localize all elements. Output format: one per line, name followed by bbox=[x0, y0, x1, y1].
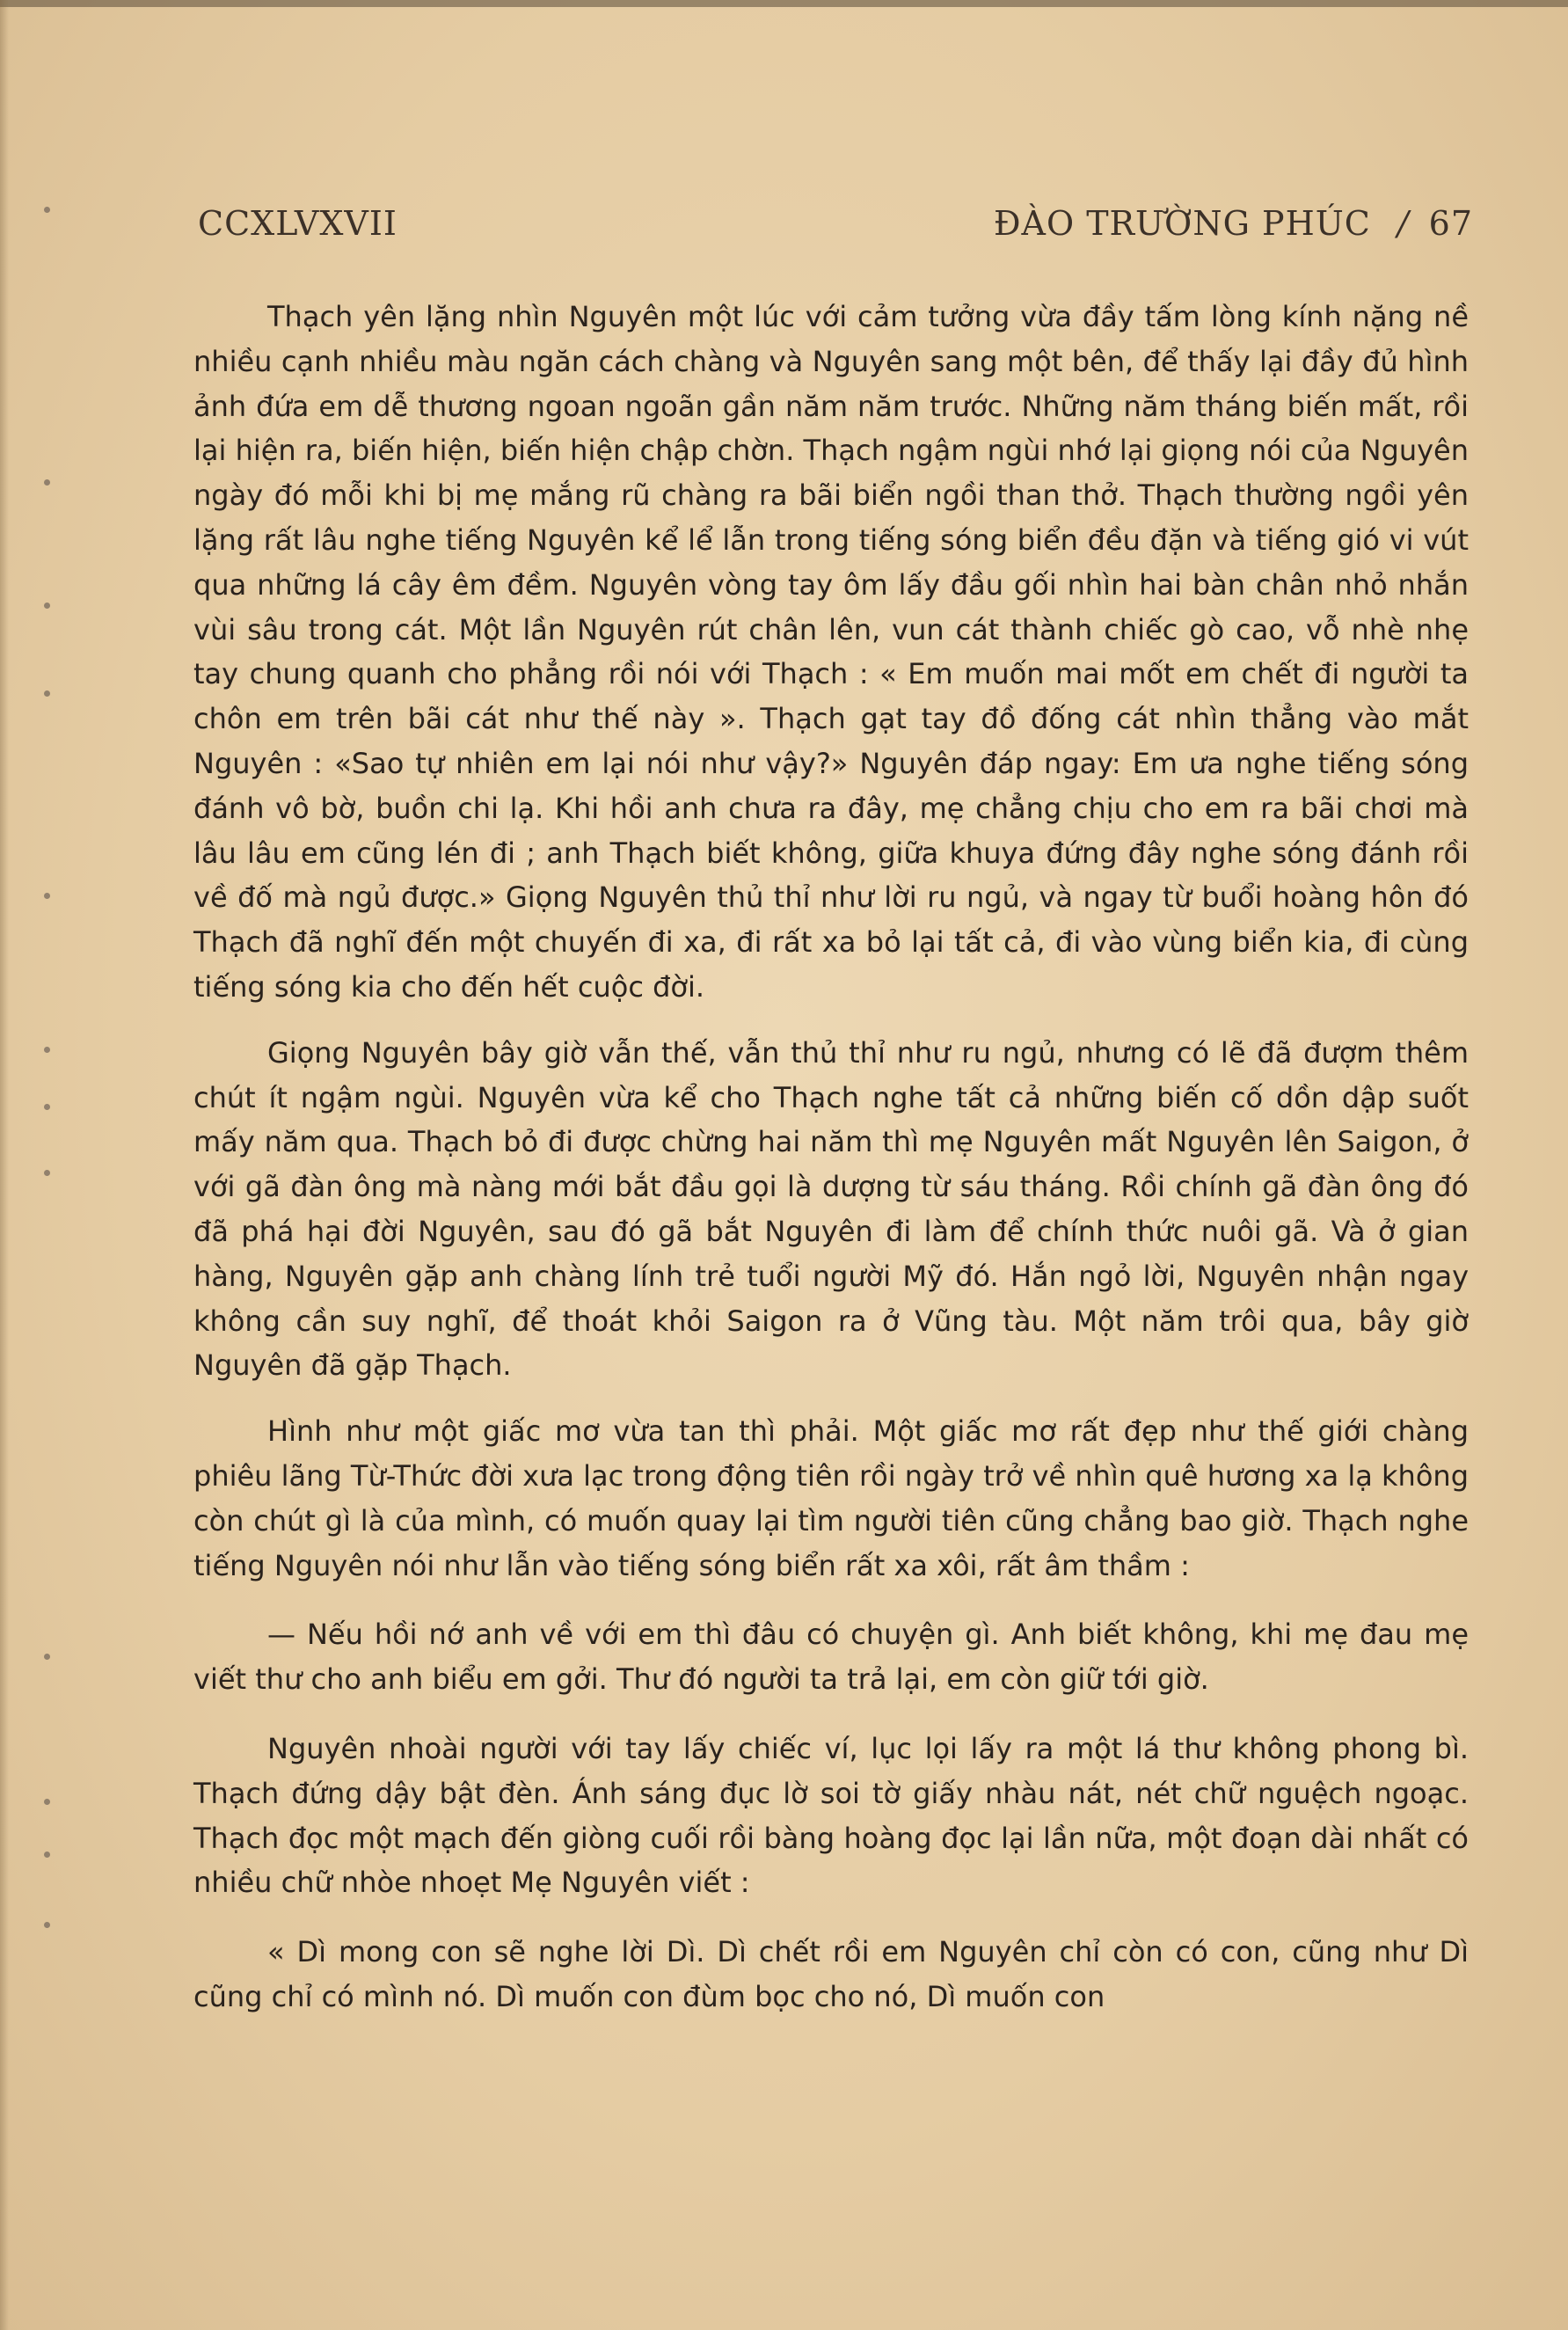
paragraph: Thạch yên lặng nhìn Nguyên một lúc với cảm tưởng vừa đầy tấm lòng kính nặng nề nhiều cạnh nhiều màu ngăn cách chàng và Nguyên sang một bên, để thấy lại đầy đủ hình ảnh đứa em dễ thương ngoan ngoãn gần năm năm trước. Những năm tháng biến mất, rồi lại hiện ra, biến hiện, biến hiện chập chờn. Thạch ngậm ngùi nhớ lại giọng nói của Nguyên ngày đó mỗi khi bị mẹ mắng rũ chàng ra bãi biển ngồi than thở. Thạch thường ngồi yên lặng rất lâu nghe tiếng Nguyên kể lể lẫn trong tiếng sóng biển đều đặn và tiếng gió vi vút qua những lá cây êm đềm. Nguyên vòng tay ôm lấy đầu gối nhìn hai bàn chân nhỏ nhắn vùi sâu trong cát. Một lần Nguyên rút chân lên, vun cát thành chiếc gò cao, vỗ nhè nhẹ tay chung quanh cho phẳng rồi nói với Thạch : « Em muốn mai mốt em chết đi người ta chôn em trên bãi cát như thế này ». Thạch gạt tay đồ đống cát nhìn thẳng vào mắt Nguyên : «Sao tự nhiên em lại nói như vậy?» Nguyên đáp ngay: Em ưa nghe tiếng sóng đánh vô bờ, buồn chi lạ. Khi hồi anh chưa ra đây, mẹ chẳng chịu cho em ra bãi chơi mà lâu lâu em cũng lén đi ; anh Thạch biết không, giữa khuya đứng đây nghe sóng đánh rồi về đố mà ngủ được.» Giọng Nguyên thủ thỉ như lời ru ngủ, và ngay từ buổi hoàng hôn đó Thạch đã nghĩ đến một chuyến đi xa, đi rất xa bỏ lại tất cả, đi vào vùng biển kia, đi cùng tiếng sóng kia cho đến hết cuộc đời. bbox=[193, 300, 1469, 1004]
paragraph: Hình như một giấc mơ vừa tan thì phải. Một giấc mơ rất đẹp như thế giới chàng phiêu lãng Từ-Thức đời xưa lạc trong động tiên rồi ngày trở về nhìn quê hương xa lạ không còn chút gì là của mình, có muốn quay lại tìm người tiên cũng chẳng bao giờ. Thạch nghe tiếng Nguyên nói như lẫn vào tiếng sóng biển rất xa xôi, rất âm thầm : bbox=[193, 1414, 1469, 1582]
margin-marks bbox=[44, 176, 70, 2023]
dialogue-paragraph: — Nếu hồi nớ anh về với em thì đâu có chuyện gì. Anh biết không, khi mẹ đau mẹ viết thư cho anh biểu em gởi. Thư đó người ta trả lại, em còn giữ tới giờ. bbox=[193, 1618, 1469, 1697]
header-separator: / bbox=[1397, 204, 1410, 243]
running-header bbox=[198, 204, 1473, 248]
letter-quote: « Dì mong con sẽ nghe lời Dì. Dì chết rồi em Nguyên chỉ còn có con, cũng như Dì cũng chỉ có mình nó. Dì muốn con đùm bọc cho nó, Dì muốn con bbox=[193, 1935, 1469, 2013]
header-series-code: CCXLVXVII bbox=[198, 204, 397, 243]
header-title-and-page bbox=[994, 204, 1473, 243]
header-author: ĐÀO TRƯỜNG PHÚC bbox=[993, 204, 1371, 243]
paragraph: Giọng Nguyên bây giờ vẫn thế, vẫn thủ thỉ như ru ngủ, nhưng có lẽ đã đượm thêm chút ít ngậm ngùi. Nguyên vừa kể cho Thạch nghe tất cả những biến cố dồn dập suốt mấy năm qua. Thạch bỏ đi được chừng hai năm thì mẹ Nguyên mất Nguyên lên Saigon, ở với gã đàn ông mà nàng mới bắt đầu gọi là dượng từ sáu tháng. Rồi chính gã đàn ông đó đã phá hại đời Nguyên, sau đó gã bắt Nguyên đi làm để chính thức nuôi gã. Và ở gian hàng, Nguyên gặp anh chàng lính trẻ tuổi người Mỹ đó. Hắn ngỏ lời, Nguyên nhận ngay không cần suy nghĩ, để thoát khỏi Saigon ra ở Vũng tàu. Một năm trôi qua, bây giờ Nguyên đã gặp Thạch. bbox=[193, 1035, 1469, 1383]
body-text bbox=[193, 295, 1469, 2020]
paragraph: Nguyên nhoài người với tay lấy chiếc ví, lục lọi lấy ra một lá thư không phong bì. Thạch đứng dậy bật đèn. Ánh sáng đục lờ soi tờ giấy nhàu nát, nét chữ nguệch ngoạc. Thạch đọc một mạch đến giòng cuối rồi bàng hoàng đọc lại lần nữa, một đoạn dài nhất có nhiều chữ nhòe nhoẹt Mẹ Nguyên viết : bbox=[193, 1731, 1469, 1900]
page-number: 67 bbox=[1428, 204, 1473, 243]
